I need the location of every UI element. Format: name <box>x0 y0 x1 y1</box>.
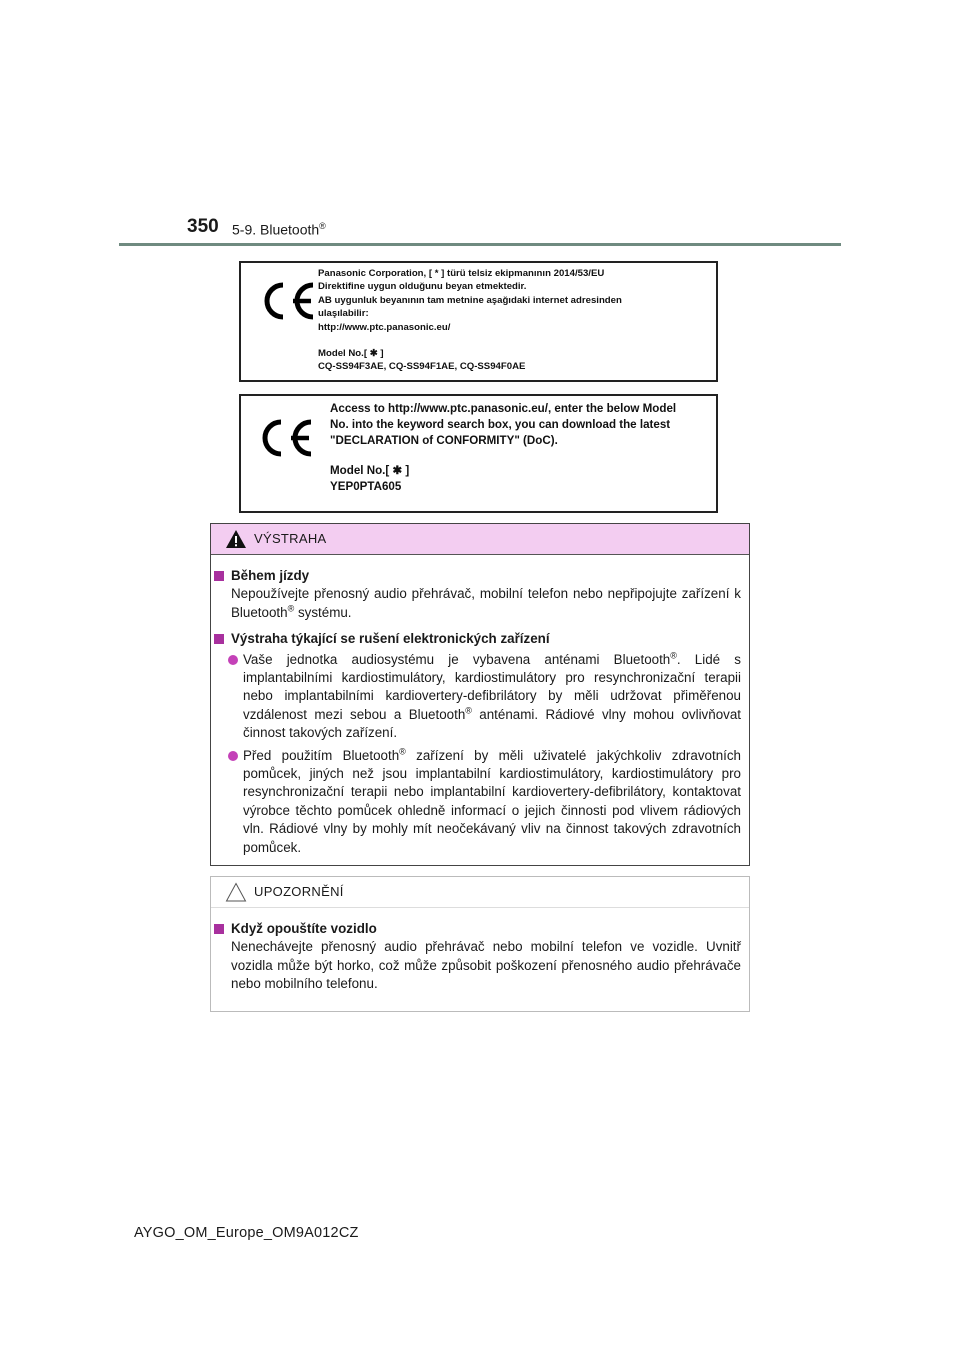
section-title-text: 5-9. Bluetooth <box>232 221 320 238</box>
text: zařízení by měli uživatelé jakýchkoliv zdravotních pomůcek, jiných než jsou implantabilní kardiostimulátory, kardiostimulátory pro resynchronizační terapii nebo implantabilní kardiovertery-defibrilátory, kontaktovat výrobce těchto pomůcek ohledně informací o jejich činnosti pod vlivem rádiových vln. Rádiové vlny by mohly mít neočekávaný vliv na činnost takových zdravotních pomůcek. <box>243 747 742 855</box>
page-number: 350 <box>187 216 219 237</box>
ce-line: CQ-SS94F3AE, CQ-SS94F1AE, CQ-SS94F0AE <box>318 361 526 373</box>
registered-mark: ® <box>319 221 326 231</box>
caution-title: UPOZORNĚNÍ <box>254 884 344 899</box>
header-rule <box>119 243 841 246</box>
ce-line: AB uygunluk beyanının tam metnine aşağıdaki internet adresinden <box>318 294 622 306</box>
caution-triangle-icon <box>225 882 247 902</box>
registered-mark: ® <box>287 603 295 614</box>
ce-line: http://www.ptc.panasonic.eu/ <box>318 321 451 333</box>
ce-line: Model No.[ ✱ ] <box>330 464 410 478</box>
ce-line: "DECLARATION of CONFORMITY" (DoC). <box>330 433 558 447</box>
warning-triangle-icon <box>225 529 247 549</box>
ce-line: ulaşılabilir: <box>318 308 369 320</box>
section-title <box>232 221 326 238</box>
text: Vaše jednotka audiosystému je vybavena anténami Bluetooth <box>243 651 671 667</box>
warning-subheading: Výstraha týkající se rušení elektronických zařízení <box>211 630 741 648</box>
text: anténami. Rádiové vlny mohou ovlivňovat činnost takových zařízení. <box>243 706 741 741</box>
text: . Lidé s implantabilními kardiostimulátory, kardiostimulátory pro resynchronizační terapii nebo implantabilními kardiovertery-defibrilátory by měli udržovat přiměřenou vzdálenost mezi sebou a Bluetooth <box>243 651 741 722</box>
caution-box <box>210 876 750 1012</box>
ce-label-turkish <box>239 261 718 382</box>
list-item <box>211 651 741 743</box>
ce-mark-icon <box>257 279 317 323</box>
list-item <box>211 747 741 857</box>
registered-mark: ® <box>465 705 472 716</box>
ce-label-text <box>330 401 676 495</box>
ce-label-text <box>318 267 622 374</box>
text: Nepoužívejte přenosný audio přehrávač, mobilní telefon nebo nepřipojujte zařízení k Bluetooth <box>231 586 741 620</box>
registered-mark: ® <box>670 650 677 661</box>
text: Před použitím Bluetooth <box>243 747 400 763</box>
caution-subheading: Když opouštíte vozidlo <box>211 920 741 938</box>
warning-header <box>211 524 749 555</box>
ce-mark-icon <box>255 416 315 460</box>
caution-paragraph: Nenechávejte přenosný audio přehrávač nebo mobilní telefon ve vozidle. Uvnitř vozidla může být horko, což může způsobit poškození přenosného audio přehrávače nebo mobilního telefonu. <box>231 939 741 992</box>
ce-line: Direktifine uygun olduğunu beyan etmektedir. <box>318 281 527 293</box>
ce-line: Access to http://www.ptc.panasonic.eu/, enter the below Model <box>330 402 677 415</box>
spacer <box>318 334 622 347</box>
warning-body <box>211 567 749 857</box>
caution-body <box>211 920 749 994</box>
warning-box <box>210 523 750 866</box>
ce-label-english <box>239 394 718 513</box>
warning-subheading: Během jízdy <box>211 567 741 585</box>
ce-line: Model No.[ ✱ ] <box>318 348 384 360</box>
warning-paragraph <box>211 585 741 622</box>
spacer <box>330 448 676 463</box>
ce-line: Panasonic Corporation, [ * ] türü telsiz ekipmanının 2014/53/EU <box>318 268 605 279</box>
text: systému. <box>294 604 352 620</box>
warning-title: VÝSTRAHA <box>254 531 327 546</box>
ce-line: YEP0PTA605 <box>330 480 402 494</box>
footer-document-code: AYGO_OM_Europe_OM9A012CZ <box>134 1225 359 1241</box>
ce-line: No. into the keyword search box, you can download the latest <box>330 417 671 431</box>
caution-header <box>211 877 749 908</box>
registered-mark: ® <box>399 746 406 757</box>
